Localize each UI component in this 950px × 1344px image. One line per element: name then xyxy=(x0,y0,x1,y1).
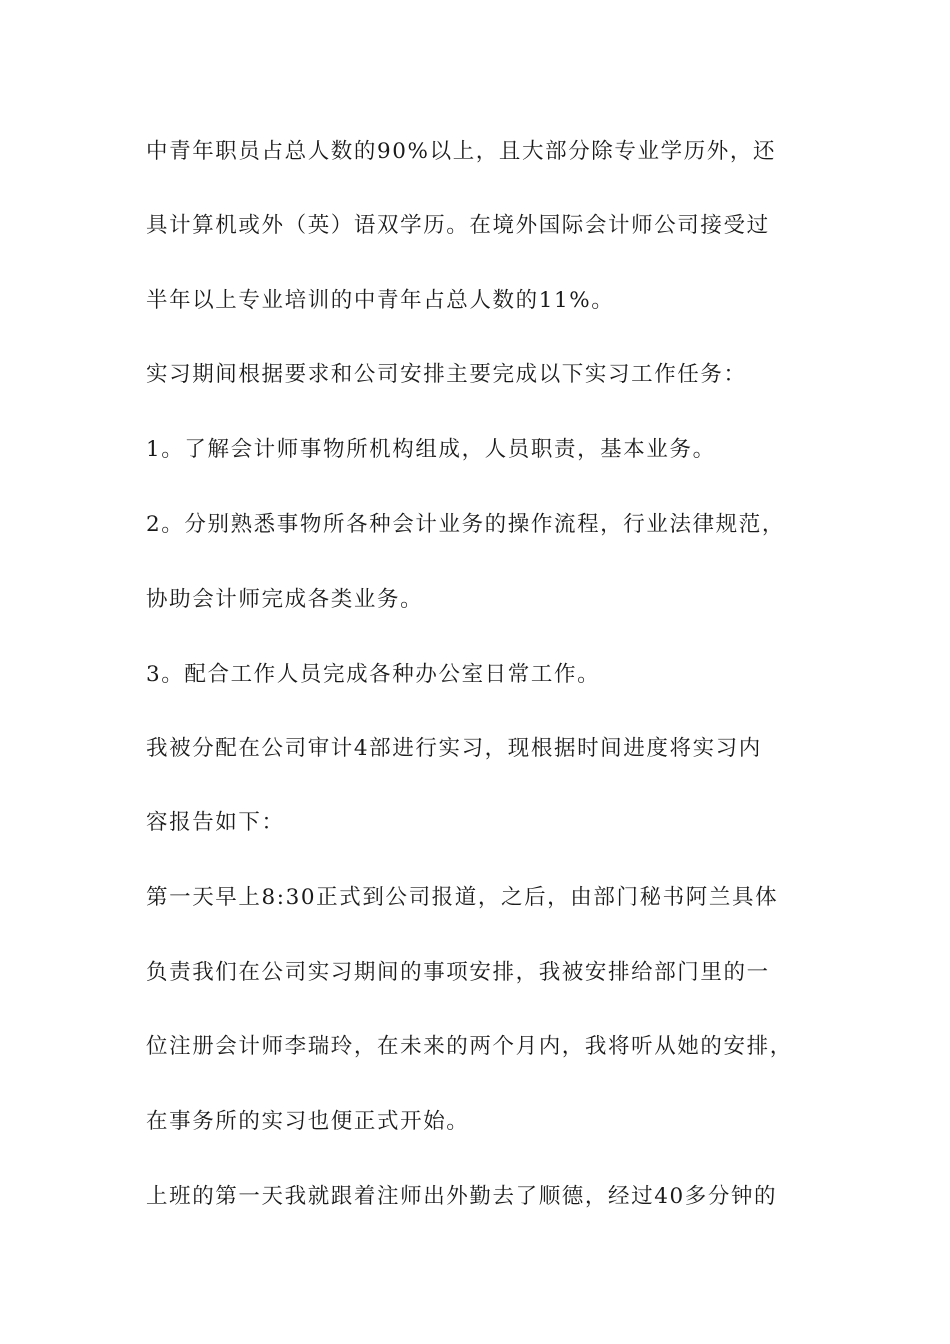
text-line: 第一天早上8:30正式到公司报道，之后，由部门秘书阿兰具体 xyxy=(146,885,779,910)
text-line: 上班的第一天我就跟着注师出外勤去了顺德，经过40多分钟的 xyxy=(146,1184,778,1209)
text-line: 在事务所的实习也便正式开始。 xyxy=(146,1109,470,1134)
text-line: 负责我们在公司实习期间的事项安排，我被安排给部门里的一 xyxy=(146,960,770,985)
text-line: 具计算机或外（英）语双学历。在境外国际会计师公司接受过 xyxy=(146,213,770,238)
text-line: 中青年职员占总人数的90%以上，且大部分除专业学历外，还 xyxy=(146,139,777,164)
text-line: 3。配合工作人员完成各种办公室日常工作。 xyxy=(146,662,601,687)
text-line: 半年以上专业培训的中青年占总人数的11%。 xyxy=(146,288,615,313)
text-line: 我被分配在公司审计4部进行实习，现根据时间进度将实习内 xyxy=(146,736,762,761)
text-line: 2。分别熟悉事物所各种会计业务的操作流程，行业法律规范， xyxy=(146,512,785,537)
text-line: 1。了解会计师事物所机构组成，人员职责，基本业务。 xyxy=(146,437,716,462)
text-line: 实习期间根据要求和公司安排主要完成以下实习工作任务： xyxy=(146,362,747,387)
text-line: 协助会计师完成各类业务。 xyxy=(146,587,424,612)
text-line: 位注册会计师李瑞玲，在未来的两个月内，我将听从她的安排， xyxy=(146,1034,793,1059)
text-line: 容报告如下： xyxy=(146,810,285,835)
